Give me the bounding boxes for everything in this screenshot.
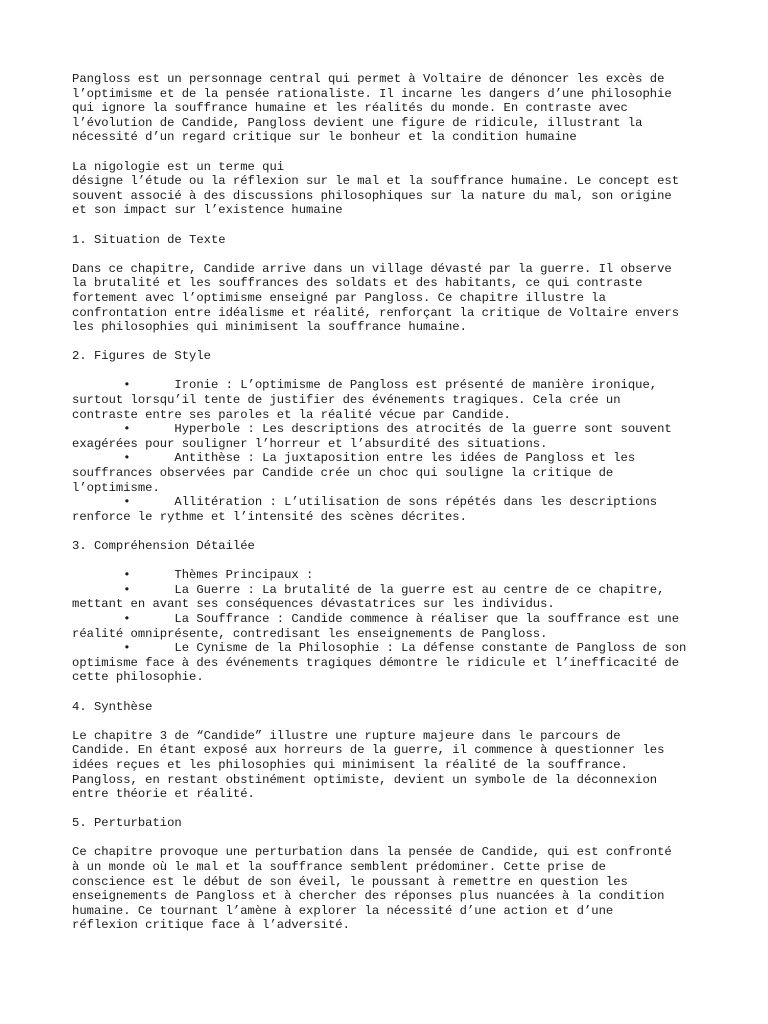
list-item-cynisme: • Le Cynisme de la Philosophie : La défense constante de Pangloss de son optimisme face à des événements tragiques démontre le ridicule et l’inefficacité de cette philosophie. — [72, 641, 687, 685]
figures-list — [72, 378, 702, 524]
list-item-antithese: • Antithèse : La juxtaposition entre les idées de Pangloss et les souffrances observées par Candide crée un choc qui souligne la critique de l’optimisme. — [72, 451, 636, 495]
section-body-perturbation: Ce chapitre provoque une perturbation dans la pensée de Candide, qui est confronté à un monde où le mal et la souffrance semblent prédominer. Cette prise de conscience est le début de son éveil, le poussant à remettre en question les enseignements de Pangloss et à chercher des réponses plus nuancées à la condition humaine. Ce tournant l’amène à explorer la nécessité d’une action et d’une réflexion critique face à l’adversité. — [72, 845, 672, 933]
section-heading-figures: 2. Figures de Style — [72, 349, 211, 364]
document-page — [72, 72, 702, 948]
comprehension-list — [72, 568, 702, 685]
intro-paragraph-pangloss: Pangloss est un personnage central qui permet à Voltaire de dénoncer les excès de l’optimisme et de la pensée rationaliste. Il incarne les dangers d’une philosophie qui ignore la souffrance humaine et les réalités du monde. En contraste avec l’évolution de Candide, Pangloss devient une figure de ridicule, illustrant la nécessité d’un regard critique sur le bonheur et la condition humaine — [72, 72, 672, 145]
section-body-situation: Dans ce chapitre, Candide arrive dans un village dévasté par la guerre. Il observe la brutalité et les souffrances des soldats et des habitants, ce qui contraste fortement avec l’optimisme enseigné par Pangloss. Ce chapitre illustre la confrontation entre idéalisme et réalité, renforçant la critique de Voltaire envers les philosophies qui minimisent la souffrance humaine. — [72, 261, 680, 335]
section-body-synthese: Le chapitre 3 de “Candide” illustre une rupture majeure dans le parcours de Candide. En étant exposé aux horreurs de la guerre, il commence à questionner les idées reçues et les philosophies qui minimisent la réalité de la souffrance. Pangloss, en restant obstinément optimiste, devient un symbole de la déconnexion entre théorie et réalité. — [72, 728, 665, 802]
list-item-guerre: • La Guerre : La brutalité de la guerre est au centre de ce chapitre, mettant en avant ses conséquences dévastatrices sur les individus. — [72, 582, 665, 612]
section-heading-comprehension: 3. Compréhension Détailée — [72, 539, 255, 553]
list-item-hyperbole: • Hyperbole : Les descriptions des atrocités de la guerre sont souvent exagérées pour souligner l’horreur et l’absurdité des situations. — [72, 422, 672, 451]
section-heading-synthese: 4. Synthèse — [72, 699, 153, 714]
list-item-themes: • Thèmes Principaux : — [72, 568, 314, 583]
list-item-souffrance: • La Souffrance : Candide commence à réaliser que la souffrance est une réalité omniprésente, contredisant les enseignements de Pangloss. — [72, 611, 680, 641]
intro-paragraph-nigologie: La nigologie est un terme qui désigne l’étude ou la réflexion sur le mal et la souffrance humaine. Le concept est souvent associé à des discussions philosophiques sur la nature du mal, son origine et son impact sur l’existence humaine — [72, 159, 680, 218]
section-heading-perturbation: 5. Perturbation — [72, 816, 182, 831]
list-item-alliteration: • Allitération : L’utilisation de sons répétés dans les descriptions renforce le rythme et l’intensité des scènes décrites. — [72, 495, 658, 524]
section-heading-situation: 1. Situation de Texte — [72, 232, 226, 247]
list-item-ironie: • Ironie : L’optimisme de Pangloss est présenté de manière ironique, surtout lorsqu’il tente de justifier des événements tragiques. Cela crée un contraste entre ses paroles et la réalité vécue par Candide. — [72, 378, 658, 422]
